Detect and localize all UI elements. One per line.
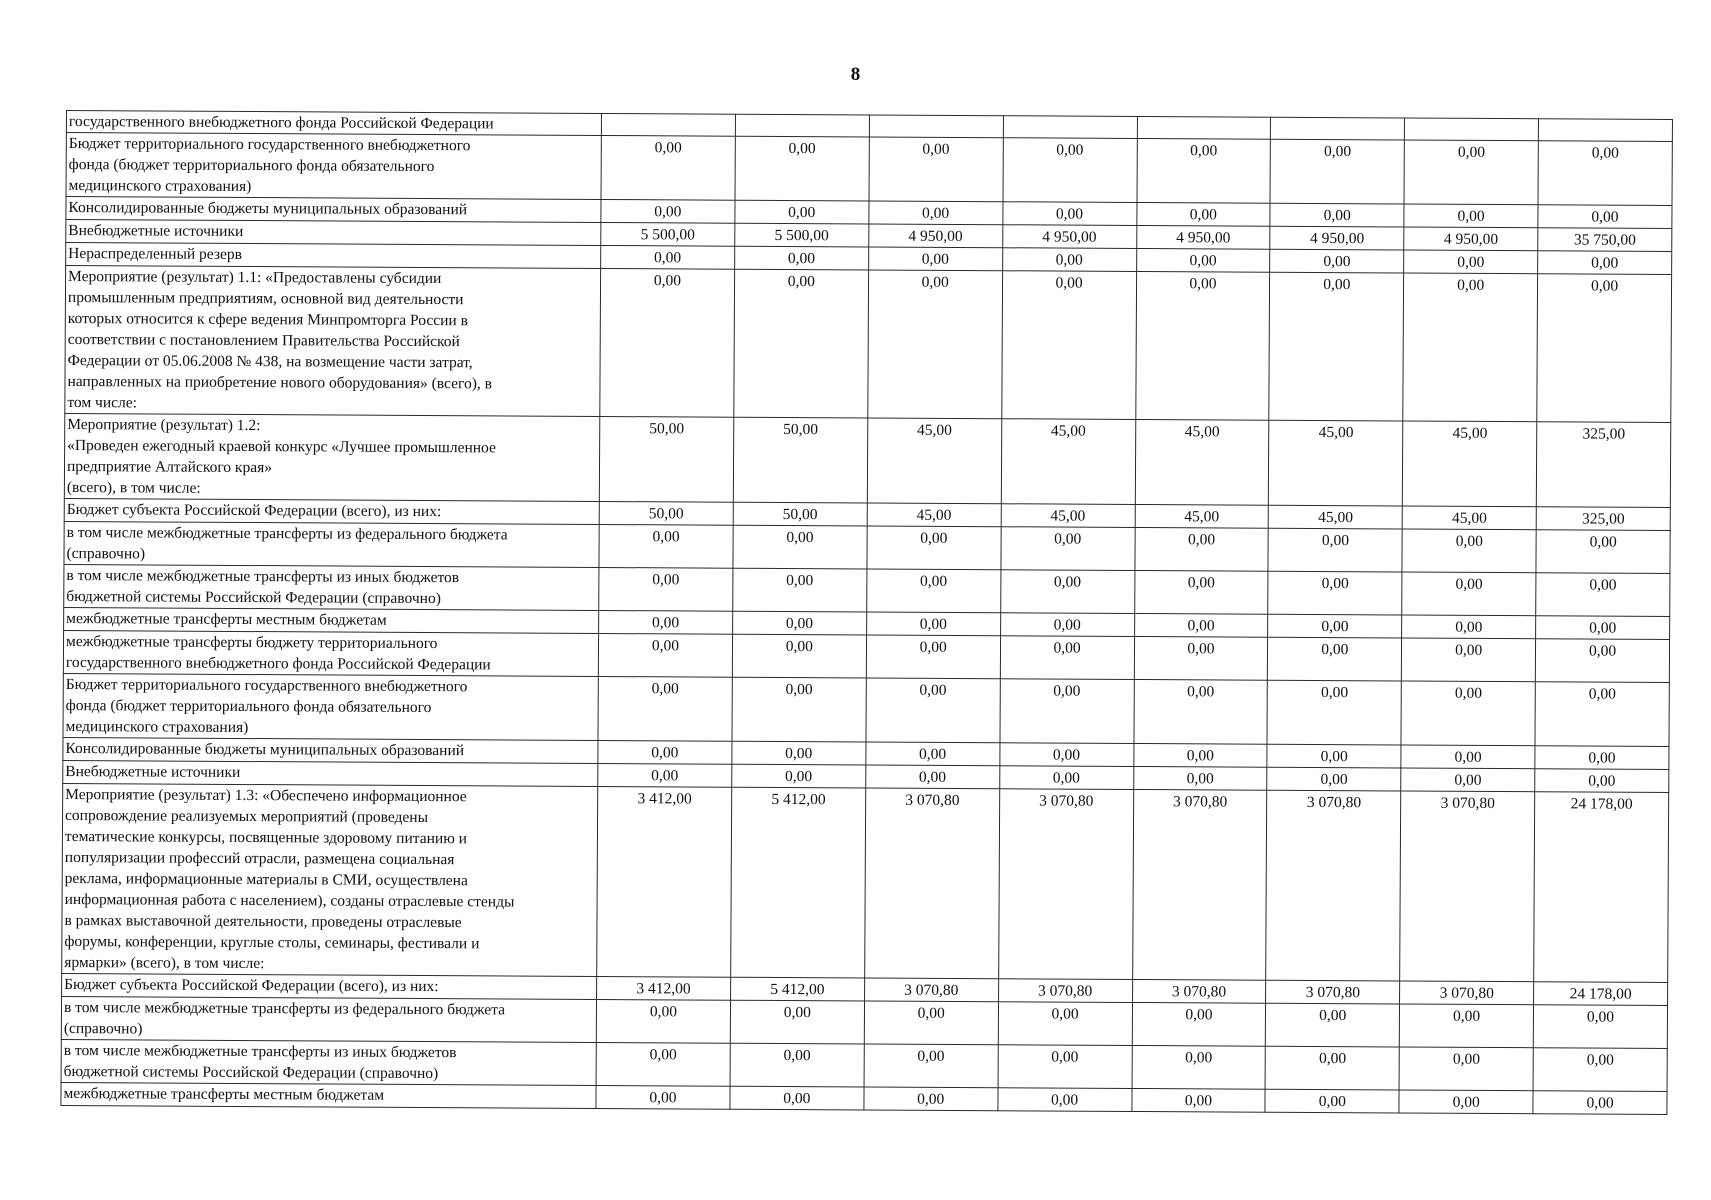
value-cell: 0,00 bbox=[1269, 272, 1404, 421]
value-cell: 0,00 bbox=[1399, 1047, 1533, 1091]
value-cell: 5 500,00 bbox=[601, 222, 735, 246]
value-cell: 0,00 bbox=[866, 635, 1000, 679]
row-label: в том числе межбюджетные трансферты из иных бюджетов бюджетной системы Российской Федерации (справочно) bbox=[61, 1039, 596, 1085]
value-cell: 0,00 bbox=[730, 1086, 864, 1110]
value-cell: 0,00 bbox=[1270, 203, 1404, 227]
value-cell: 3 412,00 bbox=[597, 786, 732, 977]
value-cell: 0,00 bbox=[596, 1085, 730, 1109]
value-cell: 0,00 bbox=[1538, 205, 1672, 229]
value-cell: 3 070,80 bbox=[1132, 979, 1266, 1003]
value-cell: 45,00 bbox=[867, 503, 1001, 527]
value-cell: 0,00 bbox=[999, 766, 1133, 790]
value-cell: 0,00 bbox=[733, 568, 867, 612]
value-cell: 0,00 bbox=[1400, 1004, 1534, 1048]
row-label: Мероприятие (результат) 1.3: «Обеспечено информационное сопровождение реализуемых мероприятий (проведены тематические конкурсы, посвященные здоровому питанию и популяризации профессий отрасли, размещена социальная реклама, информационные материалы в СМИ, осуществлена информационная работа с населением), созданы отраслевые стенды в рамках выставочной деятельности, проведены отраслевые форумы, конференции, круглые столы, семинары, фестивали и ярмарки» (всего), в том числе: bbox=[62, 783, 598, 976]
value-cell: 0,00 bbox=[1265, 1046, 1399, 1090]
row-label: государственного внебюджетного фонда Российской Федерации bbox=[66, 111, 601, 136]
document-sheet bbox=[60, 110, 1672, 1115]
value-cell: 0,00 bbox=[1134, 613, 1268, 637]
row-label: Нераспределенный резерв bbox=[66, 243, 601, 269]
value-cell: 24 178,00 bbox=[1534, 982, 1668, 1006]
table-row bbox=[62, 783, 1669, 982]
table-row bbox=[64, 413, 1670, 507]
value-cell: 0,00 bbox=[1536, 530, 1670, 574]
budget-table-body bbox=[61, 111, 1673, 1115]
value-cell: 4 950,00 bbox=[1002, 225, 1136, 249]
value-cell: 5 412,00 bbox=[730, 977, 864, 1001]
value-cell bbox=[735, 114, 869, 137]
row-label: Консолидированные бюджеты муниципальных образований bbox=[66, 197, 601, 223]
value-cell: 0,00 bbox=[1402, 615, 1536, 639]
value-cell: 0,00 bbox=[730, 1043, 864, 1087]
value-cell: 0,00 bbox=[1268, 571, 1402, 615]
row-label: Бюджет субъекта Российской Федерации (всего), из них: bbox=[62, 973, 597, 999]
value-cell: 0,00 bbox=[1135, 271, 1270, 420]
value-cell: 0,00 bbox=[1537, 274, 1672, 423]
row-label: межбюджетные трансферты местным бюджетам bbox=[64, 607, 599, 633]
value-cell: 0,00 bbox=[1533, 1005, 1667, 1049]
value-cell: 0,00 bbox=[1536, 616, 1670, 640]
value-cell: 0,00 bbox=[1003, 138, 1137, 203]
row-label: Внебюджетные источники bbox=[63, 760, 598, 786]
value-cell: 45,00 bbox=[1001, 504, 1135, 528]
value-cell: 0,00 bbox=[864, 1044, 998, 1088]
value-cell: 3 070,80 bbox=[1266, 790, 1401, 981]
value-cell: 0,00 bbox=[998, 1002, 1132, 1046]
value-cell: 0,00 bbox=[732, 611, 866, 635]
value-cell: 3 070,80 bbox=[864, 788, 999, 979]
value-cell: 0,00 bbox=[867, 526, 1001, 570]
value-cell: 0,00 bbox=[1265, 1089, 1399, 1113]
value-cell: 0,00 bbox=[1268, 528, 1402, 572]
value-cell: 0,00 bbox=[1131, 1088, 1265, 1112]
value-cell: 0,00 bbox=[1268, 637, 1402, 681]
value-cell: 0,00 bbox=[599, 567, 733, 611]
value-cell: 0,00 bbox=[598, 676, 732, 741]
value-cell: 45,00 bbox=[1403, 421, 1537, 507]
row-label: в том числе межбюджетные трансферты из иных бюджетов бюджетной системы Российской Федерации (справочно) bbox=[64, 564, 599, 610]
value-cell: 45,00 bbox=[1269, 420, 1403, 506]
value-cell: 325,00 bbox=[1536, 507, 1670, 531]
value-cell bbox=[1538, 119, 1672, 142]
value-cell: 0,00 bbox=[1268, 614, 1402, 638]
value-cell: 0,00 bbox=[1001, 271, 1136, 420]
value-cell: 0,00 bbox=[1267, 767, 1401, 791]
value-cell: 0,00 bbox=[598, 740, 732, 764]
value-cell: 0,00 bbox=[596, 1042, 730, 1086]
value-cell: 0,00 bbox=[864, 1087, 998, 1111]
value-cell: 0,00 bbox=[1402, 529, 1536, 573]
value-cell: 3 070,80 bbox=[864, 978, 998, 1002]
value-cell: 3 070,80 bbox=[1266, 980, 1400, 1004]
value-cell: 0,00 bbox=[1404, 140, 1538, 205]
row-label: межбюджетные трансферты бюджету территориального государственного внебюджетного фонда Российской Федерации bbox=[63, 630, 598, 676]
row-label: Бюджет территориального государственного внебюджетного фонда (бюджет территориального фонда обязательного медицинского страхования) bbox=[66, 133, 601, 200]
value-cell: 0,00 bbox=[864, 1001, 998, 1045]
value-cell: 3 412,00 bbox=[597, 976, 731, 1000]
value-cell bbox=[1271, 117, 1405, 140]
value-cell: 0,00 bbox=[734, 269, 869, 418]
value-cell: 0,00 bbox=[735, 136, 869, 201]
row-label: Бюджет территориального государственного внебюджетного фонда (бюджет территориального фонда обязательного медицинского страхования) bbox=[63, 673, 598, 740]
value-cell: 4 950,00 bbox=[868, 224, 1002, 248]
value-cell: 0,00 bbox=[732, 764, 866, 788]
value-cell: 3 070,80 bbox=[1400, 791, 1535, 982]
budget-table bbox=[60, 110, 1673, 1115]
value-cell: 0,00 bbox=[1002, 202, 1136, 226]
value-cell: 4 950,00 bbox=[1404, 227, 1538, 251]
value-cell: 5 500,00 bbox=[735, 223, 869, 247]
value-cell: 0,00 bbox=[1000, 679, 1134, 744]
value-cell: 0,00 bbox=[601, 199, 735, 223]
value-cell: 0,00 bbox=[1132, 1002, 1266, 1046]
value-cell: 0,00 bbox=[599, 610, 733, 634]
value-cell: 4 950,00 bbox=[1270, 226, 1404, 250]
value-cell: 50,00 bbox=[599, 416, 733, 502]
row-label: Мероприятие (результат) 1.1: «Предоставлены субсидии промышленным предприятиям, основной вид деятельности которых относится к сфере ведения Минпромторга России в соответствии с постановлением Правительства Российской Федерации от 05.06.2008 № 438, на возмещение части затрат, направленных на приобретение нового оборудования» (всего), в том числе: bbox=[65, 266, 601, 417]
row-label: Консолидированные бюджеты муниципальных образований bbox=[63, 737, 598, 763]
value-cell: 0,00 bbox=[732, 634, 866, 678]
value-cell bbox=[1405, 118, 1539, 141]
value-cell: 0,00 bbox=[1402, 572, 1536, 616]
value-cell: 3 070,80 bbox=[998, 979, 1132, 1003]
value-cell: 0,00 bbox=[1136, 202, 1270, 226]
value-cell: 45,00 bbox=[1001, 419, 1135, 505]
value-cell: 0,00 bbox=[1266, 1003, 1400, 1047]
value-cell: 0,00 bbox=[866, 612, 1000, 636]
value-cell: 0,00 bbox=[1000, 570, 1134, 614]
value-cell: 45,00 bbox=[1135, 419, 1269, 505]
table-row bbox=[66, 133, 1672, 206]
value-cell: 0,00 bbox=[733, 525, 867, 569]
value-cell: 0,00 bbox=[1535, 682, 1669, 747]
value-cell: 0,00 bbox=[1270, 249, 1404, 273]
value-cell: 0,00 bbox=[1000, 613, 1134, 637]
value-cell: 0,00 bbox=[866, 569, 1000, 613]
row-label: в том числе межбюджетные трансферты из федерального бюджета (справочно) bbox=[61, 996, 596, 1042]
value-cell: 0,00 bbox=[1535, 746, 1669, 770]
value-cell: 0,00 bbox=[732, 741, 866, 765]
value-cell: 0,00 bbox=[730, 1000, 864, 1044]
value-cell: 0,00 bbox=[1404, 204, 1538, 228]
value-cell: 0,00 bbox=[1133, 743, 1267, 767]
value-cell: 325,00 bbox=[1536, 422, 1670, 508]
value-cell: 0,00 bbox=[999, 743, 1133, 767]
value-cell: 0,00 bbox=[998, 1045, 1132, 1089]
value-cell: 0,00 bbox=[601, 135, 735, 200]
value-cell: 0,00 bbox=[869, 137, 1003, 202]
value-cell: 50,00 bbox=[599, 501, 733, 525]
value-cell: 0,00 bbox=[866, 678, 1000, 743]
row-label: Мероприятие (результат) 1.2: «Проведен ежегодный краевой конкурс «Лучшее промышленное предприятие Алтайского края» (всего), в том числе: bbox=[64, 413, 599, 501]
value-cell: 0,00 bbox=[1137, 138, 1271, 203]
value-cell: 0,00 bbox=[601, 245, 735, 269]
value-cell: 35 750,00 bbox=[1538, 228, 1672, 252]
value-cell: 0,00 bbox=[1535, 769, 1669, 793]
value-cell: 0,00 bbox=[1267, 744, 1401, 768]
value-cell: 0,00 bbox=[1134, 636, 1268, 680]
value-cell: 0,00 bbox=[1401, 768, 1535, 792]
value-cell bbox=[1003, 116, 1137, 139]
value-cell: 5 412,00 bbox=[731, 787, 866, 978]
value-cell: 0,00 bbox=[1538, 251, 1672, 275]
page-number: 8 bbox=[850, 64, 861, 85]
row-label: межбюджетные трансферты местным бюджетам bbox=[61, 1082, 596, 1108]
value-cell: 45,00 bbox=[1135, 504, 1269, 528]
row-label: Бюджет субъекта Российской Федерации (всего), из них: bbox=[64, 498, 599, 524]
value-cell: 0,00 bbox=[599, 524, 733, 568]
value-cell: 0,00 bbox=[1000, 636, 1134, 680]
value-cell: 0,00 bbox=[1132, 1045, 1266, 1089]
value-cell: 0,00 bbox=[1136, 248, 1270, 272]
value-cell bbox=[601, 113, 735, 136]
value-cell bbox=[869, 115, 1003, 138]
value-cell: 0,00 bbox=[734, 246, 868, 270]
value-cell: 0,00 bbox=[1399, 1090, 1533, 1114]
value-cell: 0,00 bbox=[1538, 141, 1672, 206]
value-cell: 0,00 bbox=[732, 677, 866, 742]
value-cell bbox=[1137, 116, 1271, 139]
value-cell: 0,00 bbox=[1402, 638, 1536, 682]
value-cell: 0,00 bbox=[1401, 745, 1535, 769]
value-cell: 0,00 bbox=[1267, 680, 1401, 745]
value-cell: 0,00 bbox=[1134, 527, 1268, 571]
table-row bbox=[63, 673, 1669, 746]
value-cell: 45,00 bbox=[1269, 505, 1403, 529]
value-cell: 50,00 bbox=[733, 417, 867, 503]
value-cell: 0,00 bbox=[596, 999, 730, 1043]
value-cell: 0,00 bbox=[598, 633, 732, 677]
value-cell: 45,00 bbox=[867, 418, 1001, 504]
value-cell: 0,00 bbox=[1002, 248, 1136, 272]
value-cell: 0,00 bbox=[998, 1088, 1132, 1112]
value-cell: 4 950,00 bbox=[1136, 225, 1270, 249]
value-cell: 0,00 bbox=[869, 201, 1003, 225]
value-cell: 0,00 bbox=[1133, 679, 1267, 744]
value-cell: 3 070,80 bbox=[998, 789, 1133, 980]
value-cell: 0,00 bbox=[1535, 639, 1669, 683]
value-cell: 0,00 bbox=[1536, 573, 1670, 617]
value-cell: 0,00 bbox=[600, 268, 735, 417]
value-cell: 0,00 bbox=[1134, 570, 1268, 614]
value-cell: 0,00 bbox=[1133, 766, 1267, 790]
row-label: Внебюджетные источники bbox=[66, 220, 601, 246]
value-cell: 0,00 bbox=[865, 765, 999, 789]
value-cell: 45,00 bbox=[1402, 506, 1536, 530]
value-cell: 0,00 bbox=[868, 247, 1002, 271]
value-cell: 3 070,80 bbox=[1132, 789, 1267, 980]
value-cell: 0,00 bbox=[735, 200, 869, 224]
value-cell: 0,00 bbox=[598, 763, 732, 787]
value-cell: 3 070,80 bbox=[1400, 981, 1534, 1005]
value-cell: 50,00 bbox=[733, 502, 867, 526]
value-cell: 0,00 bbox=[1404, 250, 1538, 274]
value-cell: 0,00 bbox=[1001, 527, 1135, 571]
value-cell: 0,00 bbox=[1533, 1091, 1667, 1115]
value-cell: 0,00 bbox=[1403, 273, 1538, 422]
value-cell: 0,00 bbox=[868, 270, 1003, 419]
value-cell: 0,00 bbox=[1270, 139, 1404, 204]
value-cell: 0,00 bbox=[1401, 681, 1535, 746]
row-label: в том числе межбюджетные трансферты из федерального бюджета (справочно) bbox=[64, 521, 599, 567]
value-cell: 0,00 bbox=[866, 742, 1000, 766]
value-cell: 0,00 bbox=[1533, 1048, 1667, 1092]
value-cell: 24 178,00 bbox=[1534, 792, 1669, 983]
table-row bbox=[65, 266, 1672, 423]
